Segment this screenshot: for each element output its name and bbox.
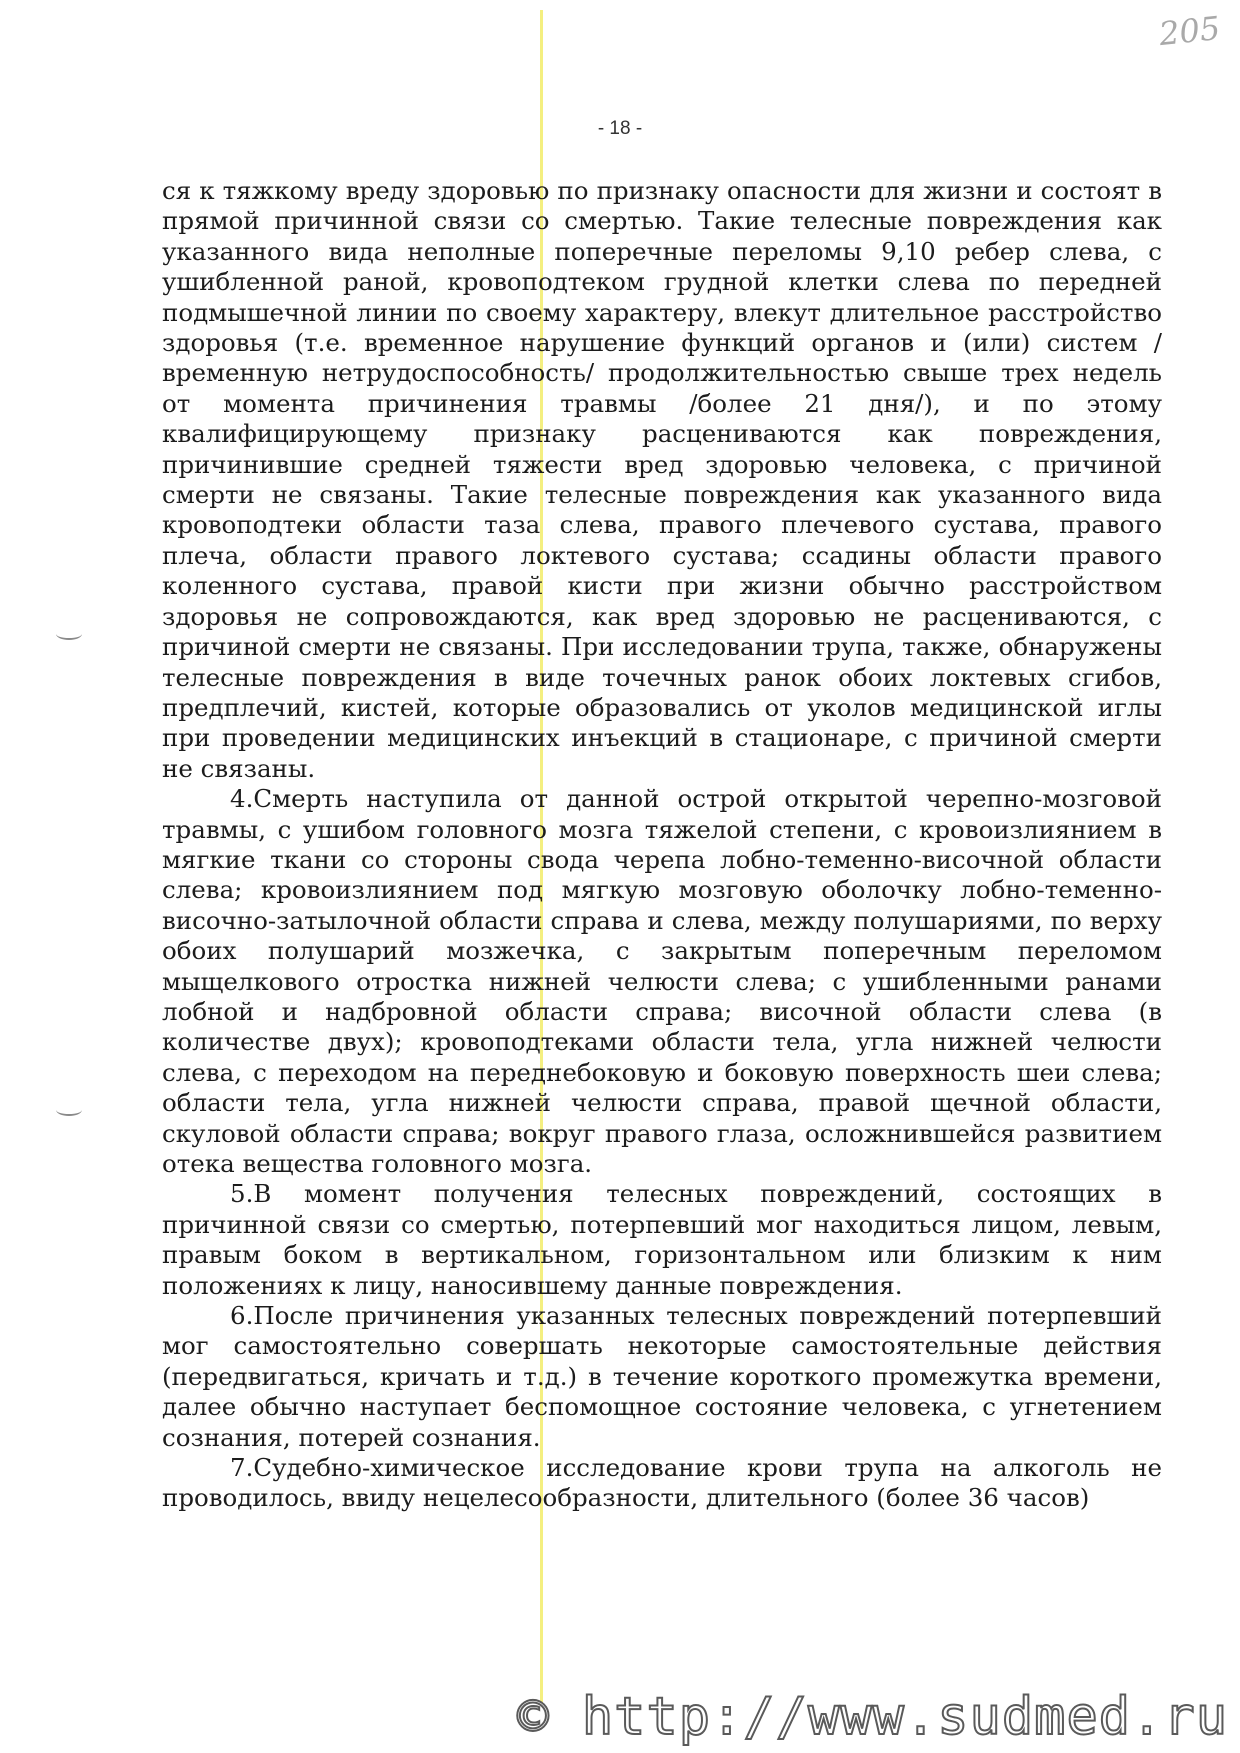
document-body (162, 176, 1162, 1514)
paragraph-item-7: 7.Судебно-химическое исследование крови трупа на алкоголь не проводилось, ввиду нецелесообразности, длительного (более 36 часов) (162, 1453, 1162, 1513)
paragraph-item-6: 6.После причинения указанных телесных повреждений потерпевший мог самостоятельно совершать некоторые самостоятельные действия (передвигаться, кричать и т.д.) в течение короткого промежутка времени, далее обычно наступает беспомощное состояние человека, с угнетением сознания, потерей сознания. (162, 1301, 1162, 1452)
scan-hole-mark-upper (56, 628, 82, 640)
scan-hole-mark-lower (56, 1104, 82, 1116)
paragraph-item-4: 4.Смерть наступила от данной острой открытой черепно-мозговой травмы, с ушибом головного мозга тяжелой степени, с кровоизлиянием в мягкие ткани со стороны свода черепа лобно-теменно-височной области слева; кровоизлиянием под мягкую мозговую оболочку лобно-теменно-височно-затылочной области справа и слева, между полушариями, по верху обоих полушарий мозжечка, с закрытым поперечным переломом мыщелкового отростка нижней челюсти слева; с ушибленными ранами лобной и надбровной области справа; височной области слева (в количестве двух); кровоподтеками области тела, угла нижней челюсти слева, с переходом на переднебоковую и боковую поверхность шеи слева; области тела, угла нижней челюсти справа, правой щечной области, скуловой области справа; вокруг правого глаза, осложнившейся развитием отека вещества головного мозга. (162, 784, 1162, 1178)
paragraph-item-5: 5.В момент получения телесных повреждений, состоящих в причинной связи со смертью, потерпевший мог находиться лицом, левым, правым боком в вертикальном, горизонтальном или близким к ним положениях к лицу, наносившему данные повреждения. (162, 1179, 1162, 1300)
paragraph-continuation: ся к тяжкому вреду здоровью по признаку опасности для жизни и состоят в прямой причинной связи со смертью. Такие телесные повреждения как указанного вида неполные поперечные переломы 9,10 ребер слева, с ушибленной раной, кровоподтеком грудной клетки слева по передней подмышечной линии по своему характеру, влекут длительное расстройство здоровья (т.е. временное нарушение функций органов и (или) систем /временную нетрудоспособность/ продолжительностью свыше трех недель от момента причинения травмы /более 21 дня/), и по этому квалифицирующему признаку расцениваются как повреждения, причинившие средней тяжести вред здоровью человека, с причиной смерти не связаны. Такие телесные повреждения как указанного вида кровоподтеки области таза слева, правого плечевого сустава, правого плеча, области правого локтевого сустава; ссадины области правого коленного сустава, правой кисти при жизни обычно расстройством здоровья не сопровождаются, как вред здоровью не расцениваются, с причиной смерти не связаны. При исследовании трупа, также, обнаружены телесные повреждения в виде точечных ранок обоих локтевых сгибов, предплечий, кистей, которые образовались от уколов медицинской иглы при проведении медицинских инъекций в стационаре, с причиной смерти не связаны. (162, 176, 1162, 783)
handwritten-page-number: 205 (1157, 8, 1222, 54)
site-watermark: © http://www.sudmed.ru (517, 1687, 1228, 1747)
page-number: - 18 - (597, 118, 643, 139)
